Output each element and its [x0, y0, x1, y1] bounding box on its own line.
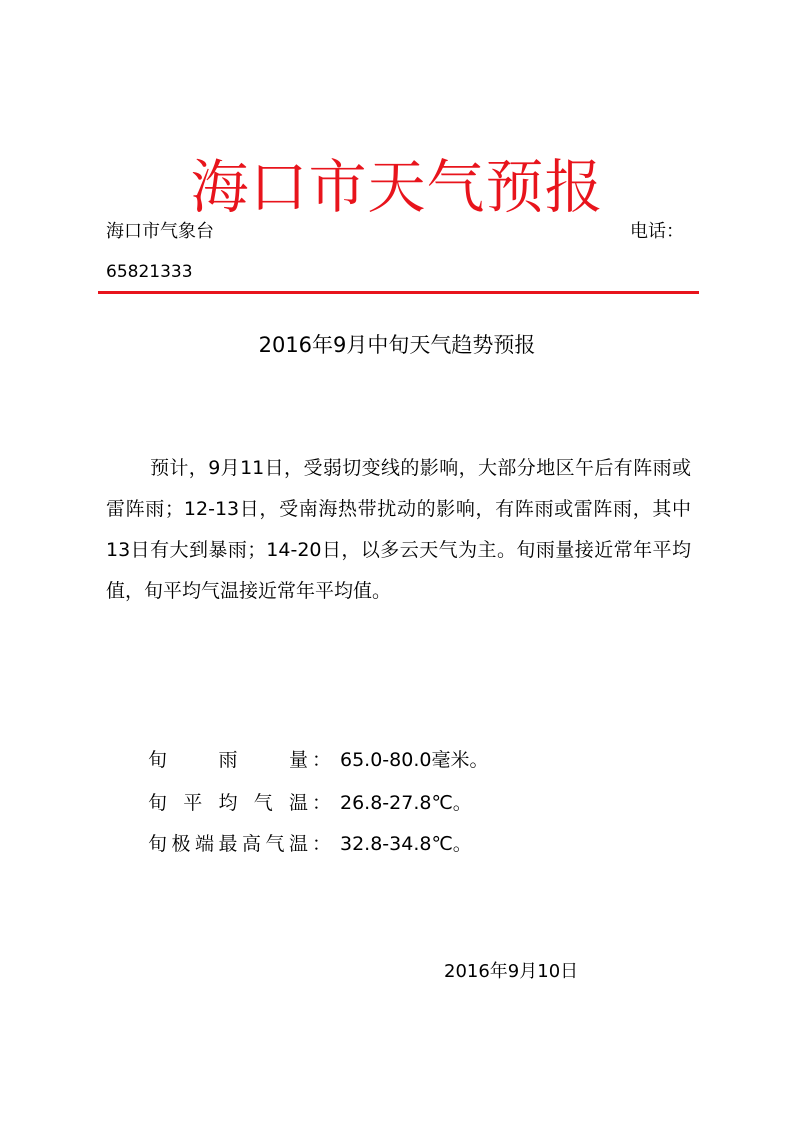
forecast-subtitle: 2016年9月中旬天气趋势预报	[258, 333, 536, 357]
stat-colon: ：	[312, 792, 332, 814]
stat-label: 旬极端最高气温	[148, 833, 308, 855]
issue-date: 2016年9月10日	[444, 961, 579, 982]
stat-row-rainfall	[0, 745, 794, 775]
stat-value: 32.8-34.8℃。	[340, 833, 472, 855]
stat-value: 26.8-27.8℃。	[340, 792, 472, 814]
phone-number: 65821333	[106, 262, 193, 282]
page-title: 海口市天气预报	[190, 152, 604, 221]
issuer-name: 海口市气象台	[106, 221, 214, 242]
stat-row-avg-temp	[0, 788, 794, 818]
stat-value: 65.0-80.0毫米。	[340, 749, 489, 771]
header-divider	[98, 291, 699, 294]
stat-colon: ：	[312, 833, 332, 855]
forecast-body: 预计，9月11日，受弱切变线的影响，大部分地区午后有阵雨或雷阵雨；12-13日，受南海热带扰动的影响，有阵雨或雷阵雨，其中13日有大到暴雨；14-20日，以多云天气为主。旬雨量接近常年平均值，旬平均气温接近常年平均值。	[106, 457, 691, 602]
stat-label: 旬 雨 量	[148, 749, 308, 771]
stat-row-max-temp	[0, 829, 794, 859]
stat-colon: ：	[312, 749, 332, 771]
phone-label: 电话：	[630, 221, 684, 242]
stat-label: 旬平均气温	[148, 792, 308, 814]
